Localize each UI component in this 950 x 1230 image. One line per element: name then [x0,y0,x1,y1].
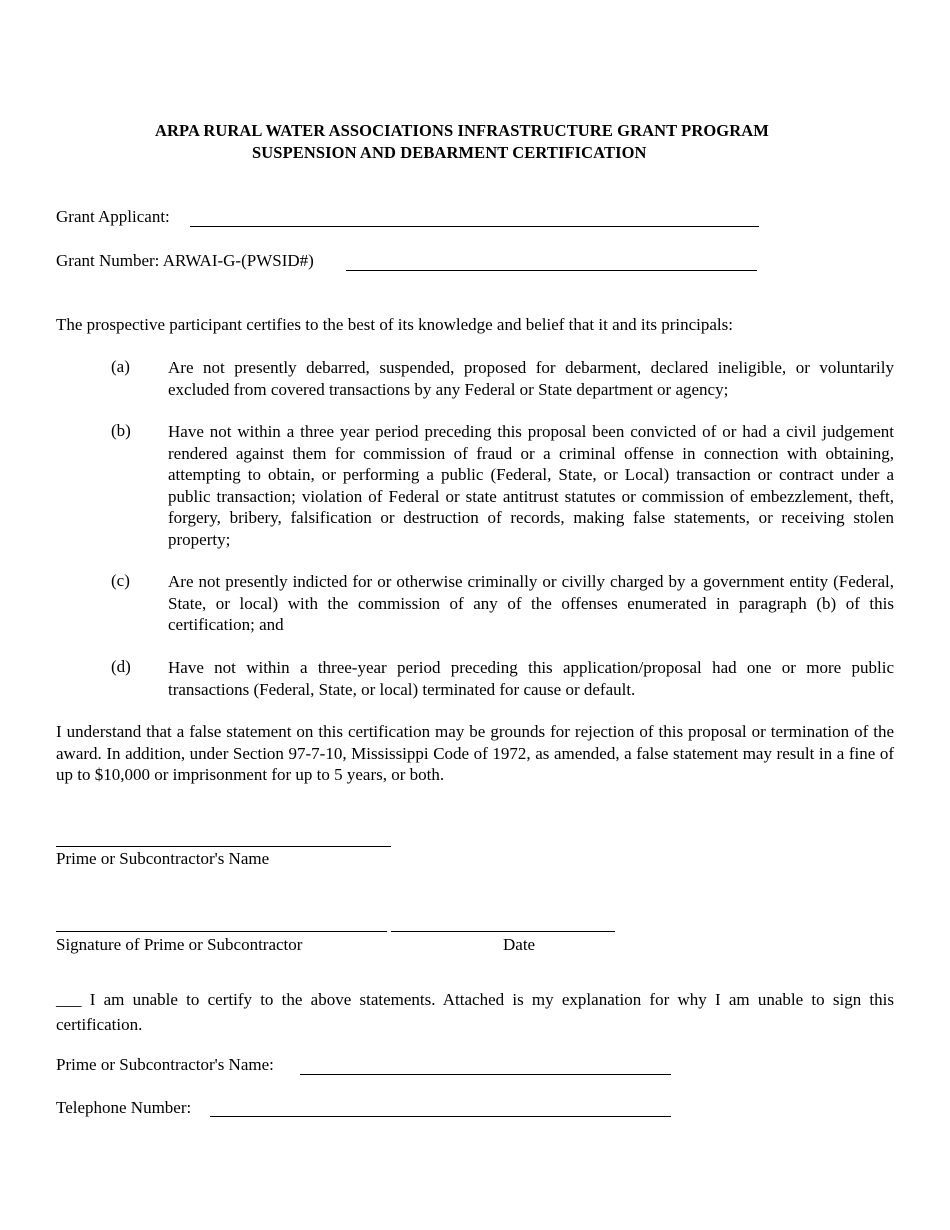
subcontractor-name-line[interactable] [56,846,391,847]
grant-applicant-label: Grant Applicant: [56,207,170,226]
bottom-name-label: Prime or Subcontractor's Name: [56,1055,274,1074]
item-b-text: Have not within a three year period preceding this proposal been convicted of or had a civil judgement rendered against them for commission of fraud or a criminal offense in connection with obtaining, attempting to obtain, or performing a public (Federal, State, or Local) transaction or contract under a public transaction; violation of Federal or state antitrust statutes or commission of embezzlement, theft, forgery, bribery, falsification or destruction of records, making false statements, or receiving stolen property; [168,422,894,549]
item-a-label: (a) [111,357,130,376]
grant-applicant-underline [190,226,759,227]
telephone-field[interactable] [210,1098,671,1118]
grant-number-label: Grant Number: ARWAI-G-(PWSID#) [56,251,314,270]
bottom-name-underline [300,1074,671,1075]
item-c-text: Are not presently indicted for or otherwise criminally or civilly charged by a government entity (Federal, State, or local) with the commission of any of the offenses enumerated in paragraph (b) of this certification; and [168,572,894,634]
grant-number-underline [346,270,757,271]
title-line-2: SUSPENSION AND DEBARMENT CERTIFICATION [252,143,647,162]
item-b-label: (b) [111,421,131,440]
item-d-text: Have not within a three-year period preceding this application/proposal had one or more public transactions (Federal, State, or local) terminated for cause or default. [168,658,894,699]
grant-number-field[interactable] [346,251,757,271]
false-statement-paragraph: I understand that a false statement on this certification may be grounds for rejection of this proposal or termination of the award. In addition, under Section 97-7-10, Mississippi Code of 1972, as amended, a false statement may result in a fine of up to $10,000 or imprisonment for up to 5 years, or both. [56,722,894,784]
date-line[interactable] [391,931,615,932]
item-c-label: (c) [111,571,130,590]
telephone-underline [210,1116,671,1117]
unable-text: I am unable to certify to the above statements. Attached is my explanation for why I am unable to sign this certification. [56,990,894,1034]
bottom-name-field[interactable] [300,1055,671,1075]
telephone-label: Telephone Number: [56,1098,192,1117]
unable-to-certify-paragraph [56,987,894,1037]
date-caption: Date [503,935,536,954]
grant-applicant-field[interactable] [190,207,759,227]
subcontractor-name-caption: Prime or Subcontractor's Name [56,849,270,868]
title-line-1: ARPA RURAL WATER ASSOCIATIONS INFRASTRUCTURE GRANT PROGRAM [155,121,769,140]
item-a-text: Are not presently debarred, suspended, proposed for debarment, declared ineligible, or voluntarily excluded from covered transactions by any Federal or State department or agency; [168,358,894,399]
unable-checkbox-blank[interactable]: ___ [56,990,82,1009]
signature-caption: Signature of Prime or Subcontractor [56,935,303,954]
signature-line[interactable] [56,931,387,932]
item-d-label: (d) [111,657,131,676]
intro-text: The prospective participant certifies to the best of its knowledge and belief that it and its principals: [56,315,733,334]
